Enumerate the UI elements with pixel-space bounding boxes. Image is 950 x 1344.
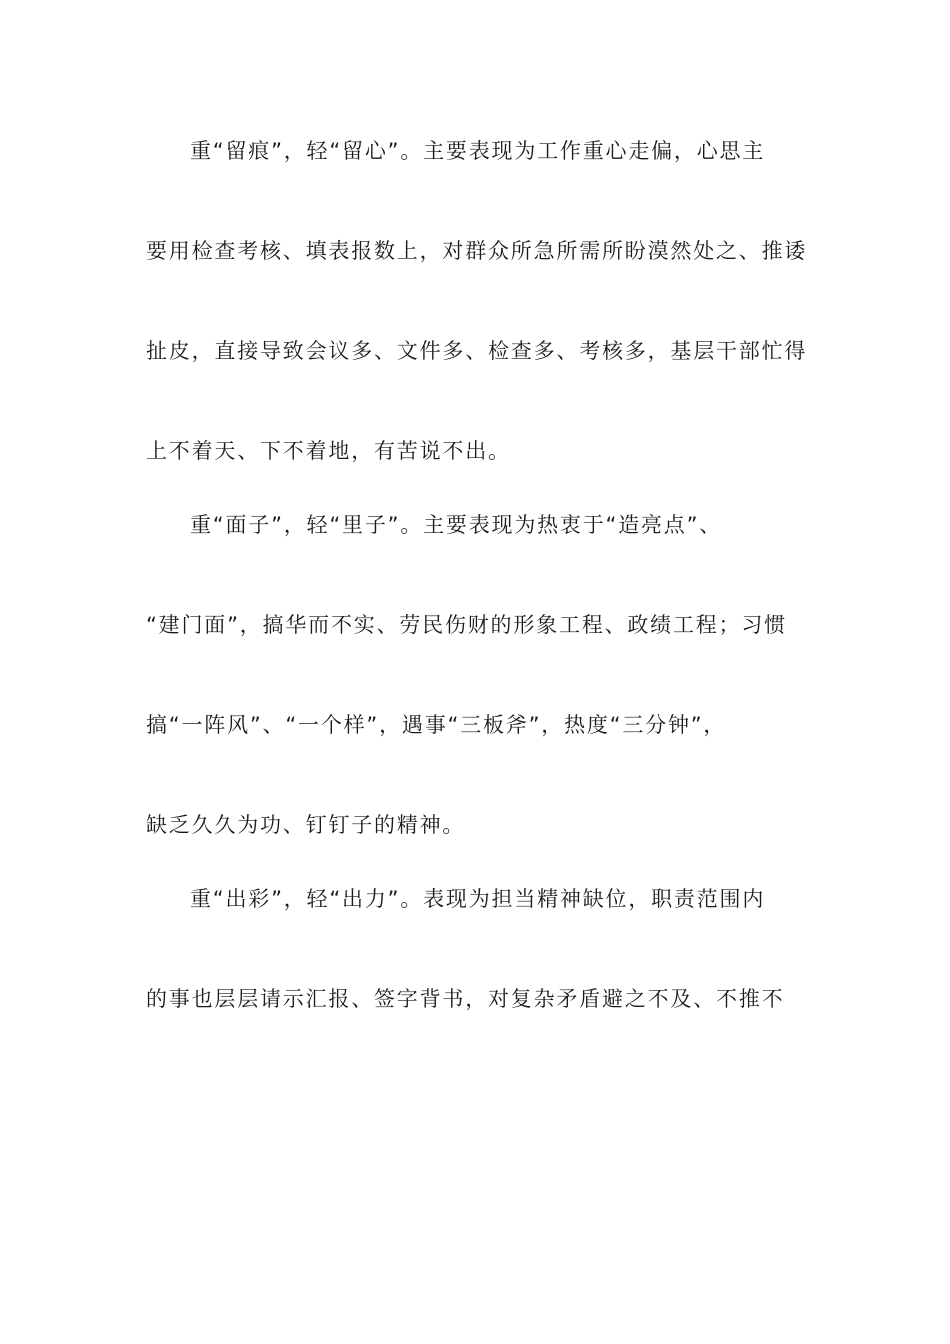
paragraph-2-line-4: 缺乏久久为功、钉钉子的精神。	[146, 813, 466, 837]
paragraph-3-line-1: 重“出彩”，轻“出力”。表现为担当精神缺位，职责范围内	[190, 887, 766, 911]
paragraph-3-line-2: 的事也层层请示汇报、签字背书，对复杂矛盾避之不及、不推不	[146, 987, 785, 1011]
paragraph-2-line-3: 搞“一阵风”、“一个样”，遇事“三板斧”，热度“三分钟”，	[146, 713, 727, 737]
paragraph-1-line-2: 要用检查考核、填表报数上，对群众所急所需所盼漠然处之、推诿	[146, 239, 808, 263]
paragraph-1-line-4: 上不着天、下不着地，有苦说不出。	[146, 439, 511, 463]
paragraph-2-line-1: 重“面子”，轻“里子”。主要表现为热衷于“造亮点”、	[190, 513, 723, 537]
paragraph-1-line-3: 扯皮，直接导致会议多、文件多、检查多、考核多，基层干部忙得	[146, 339, 808, 363]
paragraph-1-line-1: 重“留痕”，轻“留心”。主要表现为工作重心走偏，心思主	[190, 139, 766, 163]
paragraph-2-line-2: “建门面”，搞华而不实、劳民伤财的形象工程、政绩工程；习惯	[146, 613, 787, 637]
